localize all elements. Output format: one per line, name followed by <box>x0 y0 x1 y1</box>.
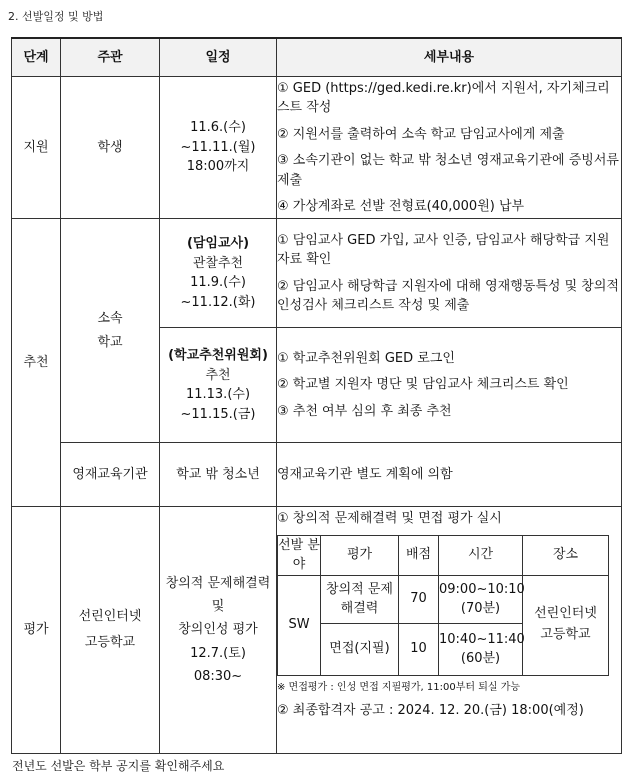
schedule-line: 12.7.(토) <box>190 645 246 661</box>
schedule-line: ~11.11.(월) <box>180 139 256 155</box>
stage-recommend: 추천 <box>12 219 61 507</box>
interview-note: ※ 면접평가 : 인성 면접 지필평가, 11:00부터 퇴실 가능 <box>277 681 521 693</box>
table-row <box>12 219 622 328</box>
eval-header-eval: 평가 <box>321 535 399 575</box>
schedule-line: 창의인성 평가 <box>178 622 258 638</box>
table-row <box>12 507 622 754</box>
stage-apply: 지원 <box>12 77 61 219</box>
detail-line: ② 최종합격자 공고 : 2024. 12. 20.(금) 18:00(예정) <box>277 702 584 718</box>
schedule-line: 관찰추천 <box>192 255 244 271</box>
org-school: 소속 학교 <box>61 219 160 443</box>
eval-header-row <box>278 535 609 575</box>
table-row <box>12 443 622 507</box>
details-evaluation <box>277 507 622 754</box>
eval-field: SW <box>278 575 321 675</box>
selection-schedule-table <box>11 37 622 754</box>
details-teacher <box>277 219 622 328</box>
schedule-title: (담임교사) <box>186 236 250 251</box>
schedule-line: 18:00까지 <box>186 159 250 175</box>
detail-line: ① 창의적 문제해결력 및 면접 평가 실시 <box>277 511 502 526</box>
schedule-out-of-school: 학교 밖 청소년 <box>160 443 277 507</box>
detail-line: ③ 소속기관이 없는 학교 밖 청소년 영재교육기관에 증빙서류 제출 <box>277 153 619 188</box>
table-header-row <box>12 38 622 77</box>
detail-line: ① 담임교사 GED 가입, 교사 인증, 담임교사 해당학급 지원 자료 확인 <box>277 232 610 267</box>
eval-header-time: 시간 <box>439 535 523 575</box>
eval-header-place: 장소 <box>523 535 609 575</box>
schedule-line: ~11.12.(화) <box>180 294 256 310</box>
header-schedule: 일정 <box>160 38 277 77</box>
footer-note: 전년도 선발은 학부 공지를 확인해주세요 <box>12 759 225 773</box>
detail-line: ② 담임교사 해당학급 지원자에 대해 영재행동특성 및 창의적인성검사 체크리스트 작성 및 제출 <box>277 278 619 313</box>
eval-type: 면접(지필) <box>321 623 399 675</box>
table-row <box>12 77 622 219</box>
header-stage: 단계 <box>12 38 61 77</box>
detail-line: ② 학교별 지원자 명단 및 담임교사 체크리스트 확인 <box>277 377 569 393</box>
org-apply: 학생 <box>61 77 160 219</box>
org-sunrin: 선린인터넷 고등학교 <box>61 507 160 754</box>
schedule-line: 추천 <box>205 367 231 383</box>
schedule-evaluation <box>160 507 277 754</box>
detail-line: ④ 가상계좌로 선발 전형료(40,000원) 납부 <box>277 199 525 214</box>
schedule-teacher <box>160 219 277 328</box>
eval-score: 70 <box>399 575 439 623</box>
org-gifted-institution: 영재교육기관 <box>61 443 160 507</box>
details-apply <box>277 77 622 219</box>
schedule-line: 및 <box>211 598 225 614</box>
schedule-line: 08:30~ <box>193 669 243 685</box>
details-committee <box>277 328 622 443</box>
schedule-line: ~11.15.(금) <box>180 406 256 422</box>
eval-header-score: 배점 <box>399 535 439 575</box>
schedule-line: 11.9.(수) <box>190 275 246 290</box>
schedule-committee <box>160 328 277 443</box>
evaluation-table <box>277 535 609 676</box>
eval-header-field: 선발 분야 <box>278 535 321 575</box>
eval-time: 09:00~10:10 (70분) <box>439 575 523 623</box>
eval-type: 창의적 문제해결력 <box>321 575 399 623</box>
eval-time: 10:40~11:40 (60분) <box>439 623 523 675</box>
section-heading: 2. 선발일정 및 방법 <box>8 10 104 23</box>
schedule-apply <box>160 77 277 219</box>
detail-line: ① GED (https://ged.kedi.re.kr)에서 지원서, 자기체크리스트 작성 <box>277 80 610 115</box>
eval-place: 선린인터넷 고등학교 <box>523 575 609 675</box>
stage-evaluation: 평가 <box>12 507 61 754</box>
schedule-title: (학교추천위원회) <box>168 348 268 363</box>
header-details: 세부내용 <box>277 38 622 77</box>
schedule-line: 11.6.(수) <box>190 120 246 136</box>
eval-score: 10 <box>399 623 439 675</box>
header-org: 주관 <box>61 38 160 77</box>
schedule-line: 11.13.(수) <box>185 387 251 402</box>
detail-line: ③ 추천 여부 심의 후 최종 추천 <box>277 403 452 419</box>
details-gifted-institution: 영재교육기관 별도 계획에 의함 <box>277 443 622 507</box>
schedule-line: 창의적 문제해결력 <box>165 575 271 591</box>
detail-line: ① 학교추천위원회 GED 로그인 <box>277 350 455 366</box>
eval-row <box>278 575 609 623</box>
detail-line: ② 지원서를 출력하여 소속 학교 담임교사에게 제출 <box>277 126 565 142</box>
